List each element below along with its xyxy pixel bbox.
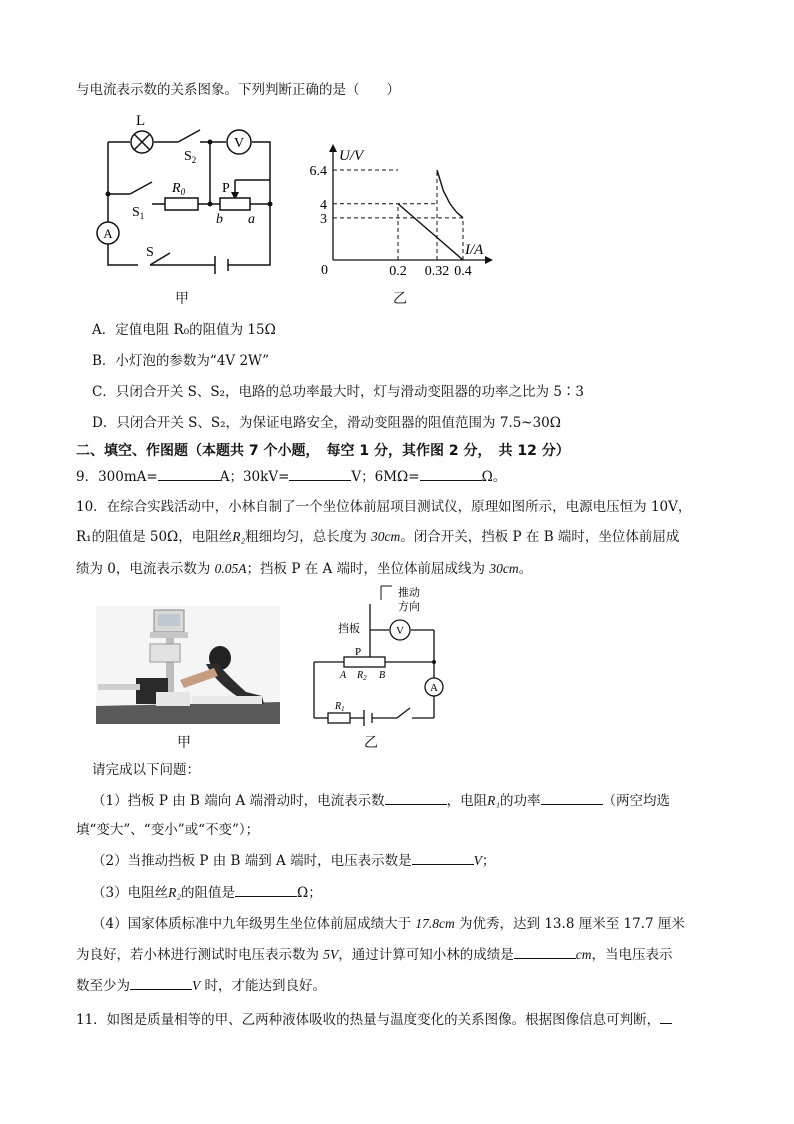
series-line-1	[398, 204, 463, 260]
y-tick-label: 6.4	[309, 164, 327, 179]
figure-caption-jia-2: 甲	[177, 735, 191, 751]
circuit-diagram-yi	[300, 584, 450, 726]
svg-text:b: b	[216, 212, 223, 227]
answer-blank[interactable]	[412, 850, 474, 865]
x-tick-label: 0.2	[389, 264, 407, 279]
question-10-part-4-cont: 为良好，若小林进行测试时电压表示数为 5V，通过计算可知小林的成绩是 cm，当电压表示	[76, 944, 673, 965]
question-9: 9．300mA= A；30kV= V；6MΩ= Ω。	[76, 466, 506, 487]
section-2-title: 二、填空、作图题（本题共 7 个小题， 每空 1 分，其作图 2 分， 共 12 分）	[76, 443, 570, 459]
svg-text:A: A	[103, 226, 113, 241]
option-a: A．定值电阻 R₀的阻值为 15Ω	[92, 322, 276, 338]
ammeter-icon	[425, 678, 443, 696]
y-tick-label: 4	[320, 197, 327, 213]
rheostat	[220, 198, 250, 210]
svg-text:方向: 方向	[398, 601, 420, 613]
svg-text:V: V	[233, 136, 245, 151]
resistor-r2	[344, 657, 385, 667]
question-8-stem: 与电流表示数的关系图象。下列判断正确的是（ ）	[76, 82, 400, 98]
ammeter-icon	[97, 222, 119, 244]
answer-blank[interactable]	[420, 466, 482, 481]
svg-text:S: S	[146, 245, 154, 260]
svg-text:B: B	[379, 670, 386, 681]
question-10-line-1: 10．在综合实践活动中，小林自制了一个坐位体前屈项目测试仪，原理如图所示，电源电压恒为 10V，	[76, 499, 692, 515]
resistor-r1	[328, 713, 350, 723]
svg-text:S2: $S_2$	[184, 149, 197, 165]
sit-and-reach-photo	[96, 606, 280, 724]
svg-text:R0: $R_0$	[172, 181, 186, 197]
series-line-2	[437, 170, 463, 218]
answer-blank[interactable]	[514, 944, 576, 959]
question-10-prompt: 请完成以下问题：	[92, 762, 200, 778]
answer-blank[interactable]	[158, 466, 220, 481]
option-c: C．只闭合开关 S、S₂，电路的总功率最大时，灯与滑动变阻器的功率之比为 5∶3	[92, 384, 584, 400]
question-10-part-3: （3）电阻丝R₂的阻值是 Ω；	[92, 882, 322, 903]
x-tick-label: 0.4	[454, 264, 472, 279]
svg-text:V: V	[396, 625, 404, 637]
figure-caption-jia: 甲	[175, 291, 189, 307]
question-10-line-2: R₁的阻值是 50Ω，电阻丝R₂粗细均匀，总长度为 30cm。闭合开关，挡板 P 在 B 端时，坐位体前屈成	[76, 529, 680, 545]
question-10-part-4-end: 数至少为 V 时，才能达到良好。	[76, 975, 326, 996]
x-tick-label: 0.32	[424, 264, 450, 279]
question-11: 11．如图是质量相等的甲、乙两种液体吸收的热量与温度变化的关系图像。根据图像信息可判断，	[76, 1009, 672, 1030]
svg-text:L: L	[136, 113, 146, 129]
figure-caption-yi-2: 乙	[364, 735, 378, 751]
y-tick-label: 3	[320, 211, 327, 227]
option-d: D．只闭合开关 S、S₂，为保证电路安全，滑动变阻器的阻值范围为 7.5~30Ω	[92, 415, 561, 431]
option-b: B．小灯泡的参数为“4V 2W”	[92, 353, 270, 369]
question-10-part-2: （2）当推动挡板 P 由 B 端到 A 端时，电压表示数是 V；	[92, 850, 495, 871]
figure-caption-yi: 乙	[393, 291, 407, 307]
x-axis-arrow	[485, 256, 493, 264]
answer-blank[interactable]	[385, 790, 447, 805]
answer-blank[interactable]	[235, 882, 297, 897]
answer-blank[interactable]	[541, 790, 603, 805]
voltmeter-icon	[390, 620, 410, 640]
origin-label: 0	[321, 263, 328, 278]
svg-text:挡板: 挡板	[338, 623, 360, 635]
lamp-icon	[131, 131, 153, 153]
question-10-part-4: （4）国家体质标准中九年级男生坐位体前屈成绩大于 17.8cm 为优秀，达到 13.8 厘米至 17.7 厘米	[92, 916, 685, 932]
question-10-part-1: （1）挡板 P 由 B 端向 A 端滑动时，电流表示数 ，电阻R₁的功率 （两空均选	[92, 790, 670, 811]
answer-blank[interactable]	[130, 975, 192, 990]
svg-text:推动: 推动	[398, 587, 420, 599]
answer-blank[interactable]	[289, 466, 351, 481]
svg-text:A: A	[340, 670, 347, 681]
svg-text:S1: $S_1$	[132, 205, 145, 221]
svg-text:P: P	[222, 181, 230, 196]
answer-blank[interactable]	[660, 1009, 672, 1024]
question-10-part-1-cont: 填“变大”、“变小”或“不变”）；	[76, 822, 260, 838]
x-axis-label: I/A	[465, 242, 484, 258]
svg-text:P: P	[355, 646, 362, 658]
svg-text:A: A	[430, 682, 438, 694]
circuit-diagram-jia	[90, 108, 290, 283]
y-axis-label: U/V	[339, 148, 364, 164]
voltmeter-icon	[227, 130, 251, 154]
resistor-r0	[165, 198, 198, 210]
u-i-chart	[300, 135, 500, 280]
y-axis-arrow	[329, 144, 337, 152]
svg-text:a: a	[248, 212, 255, 227]
question-10-line-3: 绩为 0，电流表示数为 0.05A；挡板 P 在 A 端时，坐位体前屈成线为 30cm。	[76, 561, 533, 577]
svg-text:R2: $R_2$	[357, 670, 367, 682]
svg-text:R1: $R_1$	[335, 701, 345, 713]
